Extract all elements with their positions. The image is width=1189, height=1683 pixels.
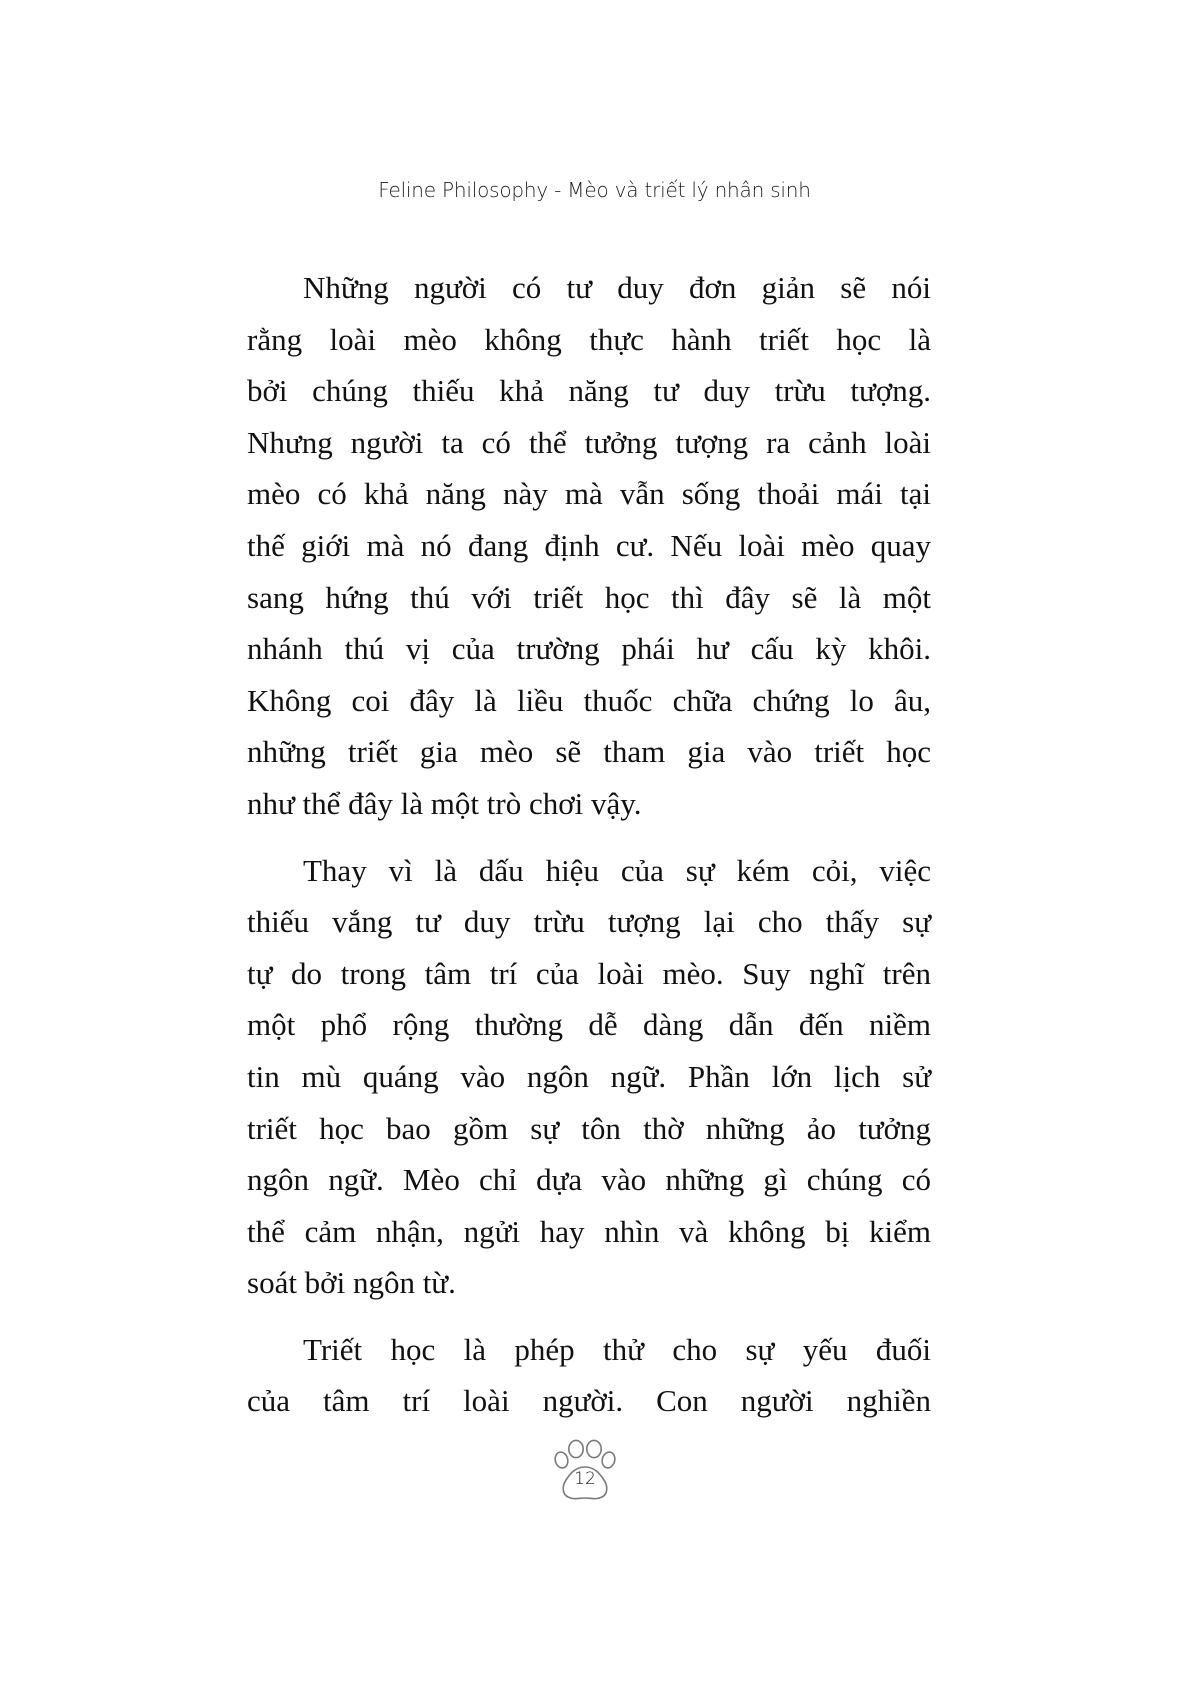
text-line: thế giới mà nó đang định cư. Nếu loài mèo quay [247, 527, 931, 563]
text-line: ngôn ngữ. Mèo chỉ dựa vào những gì chúng có [247, 1162, 931, 1198]
text-line: những triết gia mèo sẽ tham gia vào triết học [247, 734, 931, 770]
text-line: mèo có khả năng này mà vẫn sống thoải mái tại [247, 476, 931, 512]
text-line: Triết học là phép thử cho sự yếu đuối [303, 1331, 931, 1367]
running-header: Feline Philosophy - Mèo và triết lý nhân sinh [378, 178, 811, 202]
text-line: sang hứng thú với triết học thì đây sẽ là một [247, 579, 931, 615]
text-line: thiếu vắng tư duy trừu tượng lại cho thấy sự [247, 904, 931, 940]
text-line: tự do trong tâm trí của loài mèo. Suy nghĩ trên [247, 955, 931, 991]
page-number: 12 [574, 1469, 596, 1489]
text-line: nhánh thú vị của trường phái hư cấu kỳ khôi. [247, 631, 931, 667]
paragraph-1 [247, 262, 931, 830]
page-number-badge [548, 1432, 622, 1504]
text-line: Thay vì là dấu hiệu của sự kém cỏi, việc [303, 852, 931, 888]
text-line: triết học bao gồm sự tôn thờ những ảo tưởng [247, 1110, 931, 1146]
text-line: bởi chúng thiếu khả năng tư duy trừu tượng. [247, 373, 931, 409]
text-line: soát bởi ngôn từ. [247, 1265, 456, 1301]
text-line: tin mù quáng vào ngôn ngữ. Phần lớn lịch sử [247, 1058, 931, 1094]
text-line: một phổ rộng thường dễ dàng dẫn đến niềm [247, 1007, 931, 1043]
text-line: của tâm trí loài người. Con người nghiền [247, 1383, 931, 1419]
paw-print-icon [548, 1432, 622, 1504]
body-text [247, 262, 931, 1427]
text-line: Những người có tư duy đơn giản sẽ nói [303, 270, 931, 305]
text-line: rằng loài mèo không thực hành triết học là [247, 321, 931, 357]
text-line: như thể đây là một trò chơi vậy. [247, 785, 642, 821]
paragraph-2 [247, 845, 931, 1309]
text-line: thể cảm nhận, ngửi hay nhìn và không bị kiểm [247, 1213, 931, 1249]
paragraph-3 [247, 1324, 931, 1427]
text-line: Không coi đây là liều thuốc chữa chứng lo âu, [247, 682, 931, 718]
text-line: Nhưng người ta có thể tưởng tượng ra cảnh loài [247, 424, 931, 460]
